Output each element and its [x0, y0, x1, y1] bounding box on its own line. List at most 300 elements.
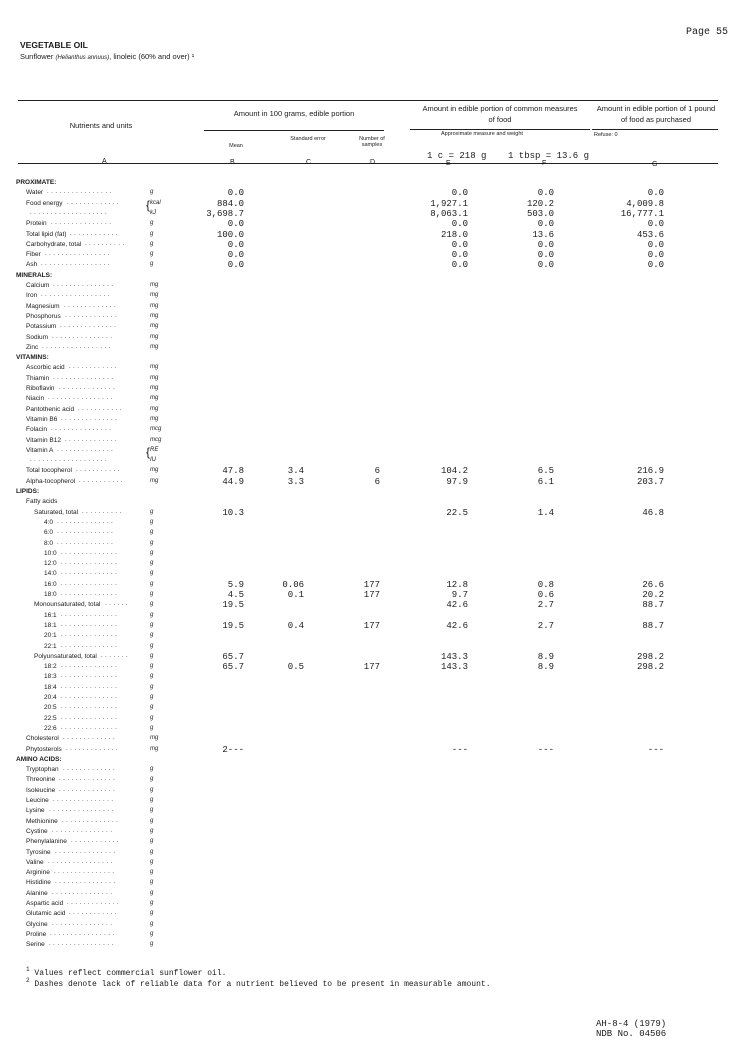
unit-label: mg — [150, 385, 159, 391]
unit-label: RE — [150, 446, 159, 453]
value-col-g: 16,777.1 — [620, 208, 664, 219]
nutrient-label: Arginine — [26, 869, 50, 877]
nutrient-label: Zinc — [26, 343, 39, 351]
value-col-g: 216.9 — [636, 466, 664, 477]
value-col-b: 10.3 — [222, 507, 244, 518]
leader-dots: .............. — [61, 704, 120, 711]
value-col-f: 2.7 — [537, 600, 554, 611]
nutrient-label: Total tocopherol — [26, 467, 72, 475]
leader-dots: .............. — [61, 570, 120, 577]
nutrient-label: 22:5 — [44, 714, 57, 722]
section-heading: VITAMINS: — [16, 354, 49, 362]
value-col-b: 0.0 — [227, 188, 244, 199]
table-row — [0, 240, 752, 250]
value-col-g: --- — [647, 744, 664, 755]
table-row — [0, 899, 752, 909]
table-row — [0, 672, 752, 682]
table-row — [0, 188, 752, 198]
table-row — [0, 260, 752, 270]
leader-dots: ............... — [51, 426, 114, 433]
unit-label: mg — [150, 467, 159, 474]
unit-label: g — [150, 724, 154, 731]
unit-label: mg — [150, 343, 159, 350]
column-letter-a: A — [102, 158, 107, 165]
nutrient-label: 16:0 — [44, 580, 57, 588]
nutrient-label: Folacin — [26, 426, 47, 434]
value-col-b: 19.5 — [222, 600, 244, 611]
unit-label: g — [150, 560, 154, 567]
unit-label: g — [150, 508, 154, 515]
table-row — [0, 652, 752, 662]
column-letter-c: C — [306, 159, 312, 166]
nutrient-label: Cholesterol — [26, 735, 59, 743]
unit-label: g — [150, 848, 154, 855]
header-std-error: Standard error — [290, 136, 326, 142]
value-col-b: 0.0 — [227, 250, 244, 261]
value-col-f: --- — [537, 744, 554, 755]
value-col-b: 3,698.7 — [206, 208, 244, 219]
value-col-e: 0.0 — [451, 188, 468, 199]
table-row — [0, 714, 752, 724]
table-row — [0, 343, 752, 353]
nutrient-label: Carbohydrate, total — [26, 240, 82, 248]
unit-label: g — [150, 549, 154, 556]
table-row — [0, 197, 752, 212]
section-heading: MINERALS: — [16, 271, 53, 279]
nutrient-label: 18:3 — [44, 673, 57, 681]
table-row — [0, 703, 752, 713]
table-row — [0, 415, 752, 425]
unit-label: g — [150, 889, 154, 896]
value-col-d: 177 — [363, 579, 380, 590]
leader-dots: .............. — [61, 724, 120, 731]
table-row — [0, 631, 752, 641]
table-row — [0, 250, 752, 260]
leader-dots: .............. — [61, 694, 120, 700]
table-row — [0, 837, 752, 847]
table-row — [0, 477, 752, 487]
nutrient-label: 16:1 — [44, 611, 57, 619]
nutrient-label: 10:0 — [44, 549, 57, 557]
nutrient-label: Calcium — [26, 282, 50, 289]
nutrient-label: 4:0 — [44, 518, 54, 526]
leader-dots: ............. — [67, 199, 122, 206]
header-num-samples: Number of samples — [359, 136, 385, 148]
table-row — [0, 817, 752, 827]
leader-dots: .............. — [61, 549, 120, 556]
unit-label: g — [150, 580, 154, 587]
nutrient-label: Histidine — [26, 879, 51, 887]
value-col-e: 0.0 — [451, 250, 468, 261]
subtitle-rest: , linoleic (60% and over) ¹ — [109, 52, 195, 61]
nutrient-label: Tyrosine — [26, 848, 51, 856]
value-col-e: 42.6 — [446, 600, 468, 611]
unit-label: g — [150, 611, 154, 618]
table-row — [0, 384, 752, 394]
table-row — [0, 230, 752, 240]
unit-label: kcal — [150, 199, 161, 206]
value-col-b: 19.5 — [222, 620, 244, 631]
value-col-d: 6 — [374, 466, 380, 477]
value-col-f: 0.8 — [537, 579, 554, 590]
leader-dots: .............. — [61, 560, 120, 567]
value-col-e: 22.5 — [446, 507, 468, 518]
leader-dots: .............. — [59, 776, 118, 783]
nutrient-label: 6:0 — [44, 529, 54, 537]
leader-dots: .............. — [57, 529, 116, 536]
table-row — [0, 642, 752, 652]
nutrient-label: Phytosterols — [26, 745, 62, 753]
unit-label: g — [150, 621, 154, 628]
leader-dots: ................... — [30, 209, 110, 216]
nutrient-label: 18:0 — [44, 591, 57, 598]
value-col-d: 177 — [363, 662, 380, 673]
value-col-e: 143.3 — [440, 662, 468, 673]
value-col-e: 9.7 — [451, 590, 468, 600]
leader-dots: ................ — [45, 251, 112, 258]
value-col-f: 0.0 — [537, 250, 554, 261]
value-col-b: 4.5 — [227, 590, 244, 600]
unit-label: g — [150, 910, 154, 917]
table-row — [0, 302, 752, 312]
value-col-e: 0.0 — [451, 260, 468, 271]
leader-dots: ............. — [63, 766, 118, 773]
nutrient-label: Phosphorus — [26, 312, 61, 320]
unit-label: mg — [150, 302, 159, 309]
value-col-e: --- — [451, 744, 468, 755]
measure-tbsp: 1 tbsp = 13.6 g — [508, 151, 590, 161]
value-col-e: 12.8 — [446, 579, 468, 590]
leader-dots: ........... — [76, 467, 122, 474]
leader-dots: .............. — [61, 611, 120, 618]
unit-label: g — [150, 930, 154, 937]
value-col-b: 5.9 — [227, 579, 244, 590]
table-row — [0, 683, 752, 693]
leader-dots: .............. — [61, 714, 120, 721]
value-col-b: 884.0 — [216, 198, 244, 209]
nutrient-label: Vitamin A — [26, 446, 54, 454]
value-col-e: 8,063.1 — [430, 208, 468, 219]
page-title: VEGETABLE OIL — [20, 40, 88, 50]
unit-label: g — [150, 807, 154, 814]
nutrient-label: 14:0 — [44, 570, 57, 578]
unit-label: g — [150, 189, 154, 196]
table-row — [0, 559, 752, 569]
nutrient-label: Protein — [26, 220, 47, 228]
unit-label: mg — [150, 745, 159, 752]
leader-dots: ............... — [52, 889, 115, 896]
value-col-g: 453.6 — [636, 229, 664, 240]
leader-dots: ............. — [66, 745, 121, 752]
value-col-f: 0.0 — [537, 239, 554, 250]
unit-label: mg — [150, 323, 159, 330]
page-subtitle — [20, 52, 194, 61]
table-row — [0, 580, 752, 590]
leader-dots: ............. — [65, 436, 120, 443]
unit-label: g — [150, 869, 154, 876]
leader-dots: ............ — [71, 838, 122, 845]
nutrient-label: 8:0 — [44, 539, 54, 547]
value-col-e: 0.0 — [451, 239, 468, 250]
table-row — [0, 724, 752, 734]
value-col-f: 13.6 — [532, 229, 554, 240]
leader-dots: ....... — [101, 652, 131, 659]
unit-label: g — [150, 220, 154, 227]
unit-label: mcg — [150, 436, 162, 443]
value-col-f: 6.5 — [537, 466, 554, 477]
leader-dots: ................ — [49, 807, 116, 814]
value-col-g: 0.0 — [647, 250, 664, 261]
header-nutrients: Nutrients and units — [69, 121, 133, 130]
unit-label: mg — [150, 333, 159, 340]
value-col-f: 8.9 — [537, 662, 554, 673]
value-col-b: 65.7 — [222, 651, 244, 662]
table-row — [0, 456, 752, 466]
leader-dots: .............. — [60, 323, 119, 330]
leader-dots: ...... — [105, 601, 131, 608]
leader-dots: ............... — [53, 797, 116, 803]
value-col-g: 0.0 — [647, 188, 664, 199]
table-row — [0, 868, 752, 878]
nutrient-label: Threonine — [26, 776, 56, 784]
footnote-1-text: Values reflect commercial sunflower oil. — [34, 968, 227, 978]
nutrient-label: Vitamin B12 — [26, 436, 61, 444]
leader-dots: .......... — [85, 240, 127, 247]
unit-label: g — [150, 601, 154, 608]
nutrient-label: Niacin — [26, 395, 45, 403]
unit-label: g — [150, 529, 154, 536]
leader-dots: ............... — [51, 220, 114, 227]
unit-label: g — [150, 642, 154, 649]
table-row — [0, 518, 752, 528]
leader-dots: ............... — [54, 869, 117, 876]
table-row — [0, 590, 752, 600]
unit-label: mg — [150, 312, 159, 319]
table-row — [0, 405, 752, 415]
footnote-2-mark: 2 — [26, 977, 30, 984]
value-col-e: 97.9 — [446, 476, 468, 487]
leader-dots: ............... — [53, 282, 116, 288]
table-row — [0, 662, 752, 672]
nutrient-label: 18:4 — [44, 683, 57, 691]
leader-dots: ................. — [41, 292, 112, 299]
value-col-b: 44.9 — [222, 476, 244, 487]
nutrient-label: Ash — [26, 261, 38, 269]
table-row — [0, 312, 752, 322]
leader-dots: ............... — [55, 848, 118, 855]
table-row — [0, 363, 752, 373]
section-heading-row — [0, 487, 752, 497]
header-top-rule — [18, 100, 718, 101]
unit-label: g — [150, 261, 154, 268]
nutrient-label: Vitamin B6 — [26, 415, 58, 423]
table-row — [0, 889, 752, 899]
unit-label: mg — [150, 364, 159, 371]
value-col-g: 0.0 — [647, 239, 664, 250]
table-row — [0, 806, 752, 816]
unit-label: g — [150, 766, 154, 773]
table-row — [0, 745, 752, 755]
value-col-f: 0.0 — [537, 260, 554, 271]
header-amount-common: Amount in edible portion of common measures of food — [422, 104, 578, 124]
nutrient-label: Phenylalanine — [26, 838, 67, 846]
nutrient-label: Proline — [26, 930, 47, 938]
table-row — [0, 621, 752, 631]
unit-label: mg — [150, 395, 159, 402]
header-pound-rule — [592, 129, 718, 130]
leader-dots: .............. — [57, 539, 116, 546]
value-col-e: 104.2 — [440, 466, 468, 477]
nutrient-label: 18:1 — [44, 621, 57, 629]
nutrient-label: Alanine — [26, 889, 48, 897]
value-col-b: 0.0 — [227, 219, 244, 230]
unit-label: mg — [150, 477, 159, 484]
footnote-2 — [26, 977, 491, 989]
unit-label: g — [150, 827, 154, 834]
nutrient-label: 22:6 — [44, 724, 57, 732]
nutrient-label: Methionine — [26, 817, 58, 825]
table-row — [0, 775, 752, 785]
value-col-g: 298.2 — [636, 651, 664, 662]
table-row — [0, 858, 752, 868]
value-col-f: 2.7 — [537, 620, 554, 631]
table-row — [0, 611, 752, 621]
value-col-f: 120.2 — [526, 198, 554, 209]
value-col-c: 0.1 — [287, 590, 304, 600]
header-common-rule — [410, 129, 590, 130]
page-number: Page 55 — [686, 27, 729, 38]
value-col-g: 0.0 — [647, 260, 664, 271]
value-col-b: 47.8 — [222, 466, 244, 477]
unit-label: g — [150, 900, 154, 906]
nutrient-label: Cystine — [26, 827, 48, 835]
section-heading-row — [0, 353, 752, 363]
nutrient-label: 20:4 — [44, 694, 57, 701]
leader-dots: ............ — [70, 230, 121, 237]
nutrient-label: 12:0 — [44, 560, 57, 568]
section-heading-row — [0, 271, 752, 281]
value-col-g: 20.2 — [642, 590, 664, 600]
value-col-f: 8.9 — [537, 651, 554, 662]
value-col-c: 0.4 — [287, 620, 304, 631]
table-row — [0, 539, 752, 549]
unit-label: g — [150, 858, 154, 865]
value-col-e: 1,927.1 — [430, 198, 468, 209]
unit-label: mcg — [150, 426, 162, 433]
unit-label: IU — [150, 457, 156, 464]
table-row — [0, 920, 752, 930]
header-amount-100g: Amount in 100 grams, edible portion — [233, 109, 355, 118]
unit-label: mg — [150, 405, 159, 412]
header-bottom-rule — [18, 163, 718, 164]
unit-label: g — [150, 518, 154, 525]
leader-dots: ............. — [65, 312, 120, 319]
unit-label: mg — [150, 374, 159, 381]
table-row — [0, 322, 752, 332]
unit-label: g — [150, 941, 154, 948]
nutrient-label: Fatty acids — [26, 498, 58, 506]
table-row — [0, 219, 752, 229]
leader-dots: ................ — [48, 858, 115, 865]
value-col-g: 4,009.8 — [626, 198, 664, 209]
unit-label: g — [150, 920, 154, 927]
value-col-f: 0.6 — [537, 590, 554, 600]
unit-label: g — [150, 704, 154, 711]
table-row — [0, 786, 752, 796]
table-row — [0, 394, 752, 404]
leader-dots: ................ — [48, 395, 115, 402]
value-col-c: 3.4 — [287, 466, 304, 477]
unit-label: g — [150, 652, 154, 659]
table-row — [0, 930, 752, 940]
unit-label: kJ — [150, 209, 156, 216]
unit-label: g — [150, 570, 154, 577]
table-row — [0, 569, 752, 579]
value-col-c: 0.06 — [282, 579, 304, 590]
table-row — [0, 600, 752, 610]
value-col-e: 0.0 — [451, 219, 468, 230]
unit-label: g — [150, 240, 154, 247]
nutrient-label: Fiber — [26, 251, 41, 259]
unit-label: mg — [150, 735, 159, 742]
nutrient-label: Leucine — [26, 797, 49, 804]
leader-dots: .............. — [61, 673, 120, 680]
table-row — [0, 796, 752, 806]
nutrient-label: Serine — [26, 941, 45, 949]
leader-dots: .............. — [61, 580, 120, 587]
leader-dots: ............. — [67, 900, 122, 906]
unit-label: g — [150, 591, 154, 597]
leader-dots: ............ — [69, 910, 120, 917]
table-row — [0, 693, 752, 703]
header-100g-rule — [204, 130, 384, 131]
nutrient-label: Saturated, total — [34, 508, 79, 516]
leader-dots: .............. — [61, 621, 120, 628]
nutrient-label: Water — [26, 189, 44, 197]
brace-mark: { — [146, 444, 151, 459]
value-col-e: 143.3 — [440, 651, 468, 662]
unit-label: g — [150, 786, 154, 793]
leader-dots: .............. — [57, 446, 116, 453]
leader-dots: ............... — [52, 333, 115, 340]
header-amount-pound: Amount in edible portion of 1 pound of food as purchased — [596, 104, 716, 124]
leader-dots: ................ — [50, 930, 117, 937]
unit-label: mg — [150, 292, 159, 299]
table-row — [0, 281, 752, 291]
unit-label: g — [150, 539, 154, 546]
column-letter-g: G — [652, 161, 658, 168]
unit-label: g — [150, 817, 154, 824]
unit-label: g — [150, 251, 154, 258]
leader-dots: .............. — [57, 518, 116, 525]
leader-dots: ........... — [78, 405, 124, 412]
unit-label: g — [150, 663, 154, 670]
value-col-b: 0.0 — [227, 239, 244, 250]
leader-dots: ............... — [52, 827, 115, 834]
section-heading-row — [0, 178, 752, 188]
leader-dots: ................. — [41, 261, 112, 268]
leader-dots: ................ — [47, 189, 114, 196]
nutrient-label: 18:2 — [44, 663, 57, 671]
unit-label: g — [150, 776, 154, 783]
value-col-c: 0.5 — [287, 662, 304, 673]
header-approx-measure: Approximate measure and weight — [441, 131, 523, 137]
table-row — [0, 436, 752, 446]
footnote-2-text: Dashes denote lack of reliable data for a nutrient believed to be present in measurable amount. — [34, 979, 491, 989]
column-letter-f: F — [542, 160, 547, 167]
table-row — [0, 940, 752, 950]
leader-dots: ........... — [79, 477, 125, 484]
